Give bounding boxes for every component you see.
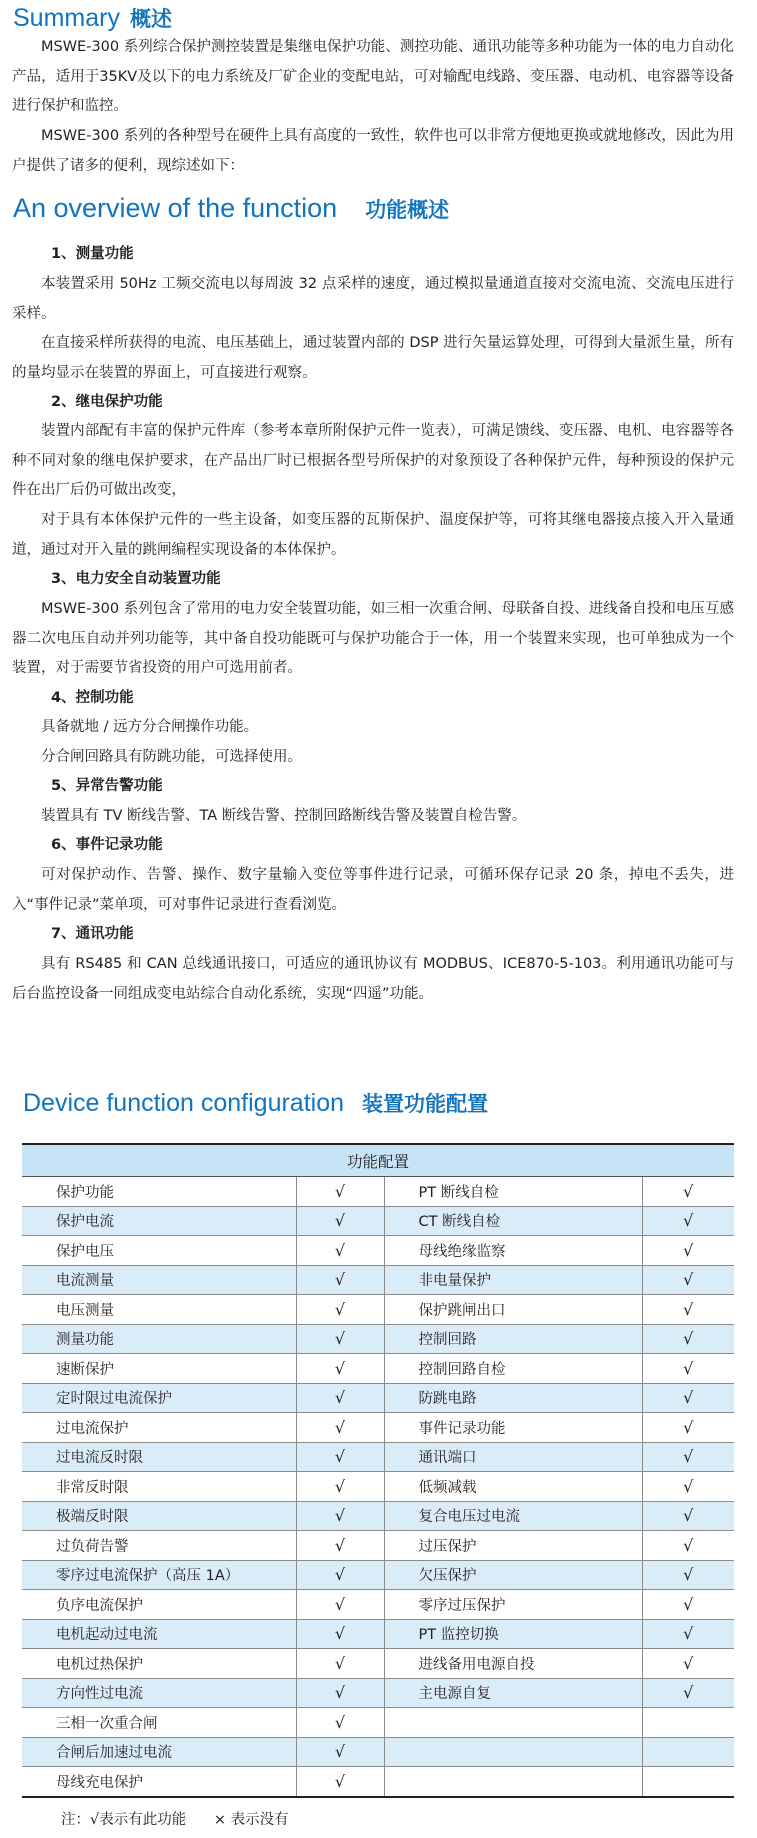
function-name-right: 母线绝缘监察 [384,1236,642,1266]
function-check-left: √ [296,1295,384,1325]
section-paragraph: 具备就地 / 远方分合闸操作功能。 [41,719,259,735]
table-row [22,1767,734,1797]
config-title [23,1088,488,1118]
function-check-right: √ [642,1383,734,1413]
function-check-left: √ [296,1531,384,1561]
function-config-table [22,1143,734,1798]
function-check-right: √ [642,1678,734,1708]
function-name-left: 电流测量 [22,1265,296,1295]
function-check-left: √ [296,1767,384,1797]
table-row [22,1383,734,1413]
function-name-left: 过负荷告警 [22,1531,296,1561]
function-name-left: 电机起动过电流 [22,1619,296,1649]
overview-title [13,193,449,224]
section-paragraph: 对于具有本体保护元件的一些主设备，如变压器的瓦斯保护、温度保护等，可将其继电器接点接入开入量通道，通过对开入量的跳闸编程实现设备的本体保护。 [12,512,734,558]
function-check-left: √ [296,1590,384,1620]
section-heading: 1、测量功能 [51,246,134,262]
function-check-left: √ [296,1737,384,1767]
function-name-left: 非常反时限 [22,1472,296,1502]
function-name-left: 电压测量 [22,1295,296,1325]
table-row [22,1413,734,1443]
function-check-left: √ [296,1472,384,1502]
function-check-right: √ [642,1649,734,1679]
section-paragraph: 在直接采样所获得的电流、电压基础上，通过装置内部的 DSP 进行矢量运算处理，可得到大量派生量，所有的量均显示在装置的界面上，可直接进行观察。 [12,335,734,381]
section-paragraph: 分合闸回路具有防跳功能，可选择使用。 [41,749,302,765]
function-check-right [642,1708,734,1738]
table-row [22,1619,734,1649]
function-name-right: 控制回路自检 [384,1354,642,1384]
table-row [22,1501,734,1531]
function-check-right: √ [642,1442,734,1472]
function-check-right: √ [642,1324,734,1354]
function-check-left: √ [296,1354,384,1384]
function-name-right: 零序过压保护 [384,1590,642,1620]
function-check-left: √ [296,1236,384,1266]
function-check-right [642,1737,734,1767]
function-check-right: √ [642,1531,734,1561]
function-name-left: 过电流保护 [22,1413,296,1443]
function-name-left: 保护电压 [22,1236,296,1266]
function-check-right: √ [642,1590,734,1620]
function-check-left: √ [296,1619,384,1649]
function-check-left: √ [296,1383,384,1413]
table-row [22,1236,734,1266]
table-row [22,1560,734,1590]
function-check-right: √ [642,1295,734,1325]
function-check-right: √ [642,1413,734,1443]
section-heading: 5、异常告警功能 [51,778,163,794]
function-name-left: 零序过电流保护（高压 1A） [22,1560,296,1590]
overview-title-en: An overview of the function [13,193,338,223]
function-name-right [384,1737,642,1767]
function-name-right: 过压保护 [384,1531,642,1561]
table-row [22,1442,734,1472]
function-check-right: √ [642,1206,734,1236]
function-check-right: √ [642,1354,734,1384]
section-heading: 4、控制功能 [51,690,134,706]
function-check-left: √ [296,1560,384,1590]
function-name-right: 防跳电路 [384,1383,642,1413]
function-name-left: 电机过热保护 [22,1649,296,1679]
function-name-right: PT 断线自检 [384,1177,642,1207]
function-name-left: 测量功能 [22,1324,296,1354]
function-name-left: 定时限过电流保护 [22,1383,296,1413]
function-check-right: √ [642,1619,734,1649]
section-paragraph: 具有 RS485 和 CAN 总线通讯接口，可适应的通讯协议有 MODBUS、ICE870-5-103。利用通讯功能可与后台监控设备一同组成变电站综合自动化系统，实现“四遥”功能。 [12,956,734,1002]
section-paragraph: 本装置采用 50Hz 工频交流电以每周波 32 点采样的速度，通过模拟量通道直接对交流电流、交流电压进行采样。 [12,276,734,322]
function-check-left: √ [296,1324,384,1354]
function-name-left: 负序电流保护 [22,1590,296,1620]
function-name-left: 合闸后加速过电流 [22,1737,296,1767]
legend-note: 注：√表示有此功能 × 表示没有 [61,1812,289,1828]
function-check-left: √ [296,1708,384,1738]
function-name-right: 进线备用电源自投 [384,1649,642,1679]
function-check-right: √ [642,1177,734,1207]
config-title-en: Device function configuration [23,1089,345,1117]
function-check-left: √ [296,1413,384,1443]
section-paragraph: 装置具有 TV 断线告警、TA 断线告警、控制回路断线告警及装置自检告警。 [41,808,527,824]
function-check-left: √ [296,1442,384,1472]
function-check-right: √ [642,1560,734,1590]
summary-paragraph: MSWE-300 系列综合保护测控装置是集继电保护功能、测控功能、通讯功能等多种功能为一体的电力自动化产品，适用于35KV及以下的电力系统及厂矿企业的变配电站，可对输配电线路、变压器、电动机、电容器等设备进行保护和监控。 [12,39,734,115]
summary-title-en: Summary [13,4,120,32]
config-title-zh: 装置功能配置 [362,1092,489,1116]
function-name-right: 欠压保护 [384,1560,642,1590]
function-name-right [384,1767,642,1797]
function-name-right: 保护跳闸出口 [384,1295,642,1325]
overview-title-zh: 功能概述 [365,198,450,222]
function-name-left: 保护功能 [22,1177,296,1207]
function-name-left: 三相一次重合闸 [22,1708,296,1738]
summary-title-zh: 概述 [129,7,172,31]
section-heading: 2、继电保护功能 [51,394,163,410]
table-row [22,1708,734,1738]
function-name-left: 速断保护 [22,1354,296,1384]
function-name-right: 复合电压过电流 [384,1501,642,1531]
table-row [22,1354,734,1384]
function-check-right: √ [642,1472,734,1502]
table-row [22,1177,734,1207]
table-row [22,1265,734,1295]
table-row [22,1649,734,1679]
section-heading: 7、通讯功能 [51,926,134,942]
function-name-right: 非电量保护 [384,1265,642,1295]
table-row [22,1295,734,1325]
function-name-right: CT 断线自检 [384,1206,642,1236]
function-check-right [642,1767,734,1797]
function-name-right: 主电源自复 [384,1678,642,1708]
function-name-right: PT 监控切换 [384,1619,642,1649]
table-row [22,1531,734,1561]
function-check-right: √ [642,1236,734,1266]
function-name-left: 极端反时限 [22,1501,296,1531]
function-check-left: √ [296,1501,384,1531]
section-paragraph: 可对保护动作、告警、操作、数字量输入变位等事件进行记录，可循环保存记录 20 条，掉电不丢失，进入“事件记录”菜单项，可对事件记录进行查看浏览。 [12,867,734,913]
function-check-left: √ [296,1649,384,1679]
table-row [22,1590,734,1620]
function-name-right: 通讯端口 [384,1442,642,1472]
section-paragraph: 装置内部配有丰富的保护元件库（参考本章所附保护元件一览表），可满足馈线、变压器、电机、电容器等各种不同对象的继电保护要求，在产品出厂时已根据各型号所保护的对象预设了各种保护元件，每种预设的保护元件在出厂后仍可做出改变， [12,423,734,499]
table-row [22,1324,734,1354]
summary-title [13,3,172,33]
table-header-row [22,1144,734,1177]
function-check-right: √ [642,1501,734,1531]
function-name-left: 保护电流 [22,1206,296,1236]
function-name-left: 方向性过电流 [22,1678,296,1708]
function-name-right: 事件记录功能 [384,1413,642,1443]
section-heading: 6、事件记录功能 [51,837,163,853]
function-name-right: 低频减载 [384,1472,642,1502]
function-name-left: 过电流反时限 [22,1442,296,1472]
function-name-right [384,1708,642,1738]
section-paragraph: MSWE-300 系列包含了常用的电力安全装置功能，如三相一次重合闸、母联备自投、进线备自投和电压互感器二次电压自动并列功能等，其中备自投功能既可与保护功能合于一体，用一个装置来实现，也可单独成为一个装置，对于需要节省投资的用户可选用前者。 [12,601,734,677]
table-header: 功能配置 [22,1144,734,1177]
function-check-left: √ [296,1206,384,1236]
function-check-left: √ [296,1678,384,1708]
section-heading: 3、电力安全自动装置功能 [51,571,221,587]
function-name-right: 控制回路 [384,1324,642,1354]
function-check-right: √ [642,1265,734,1295]
table-row [22,1206,734,1236]
table-row [22,1737,734,1767]
summary-paragraph: MSWE-300 系列的各种型号在硬件上具有高度的一致性，软件也可以非常方便地更换或就地修改，因此为用户提供了诸多的便利，现综述如下： [12,128,734,174]
function-check-left: √ [296,1265,384,1295]
function-check-left: √ [296,1177,384,1207]
function-name-left: 母线充电保护 [22,1767,296,1797]
table-row [22,1472,734,1502]
table-row [22,1678,734,1708]
